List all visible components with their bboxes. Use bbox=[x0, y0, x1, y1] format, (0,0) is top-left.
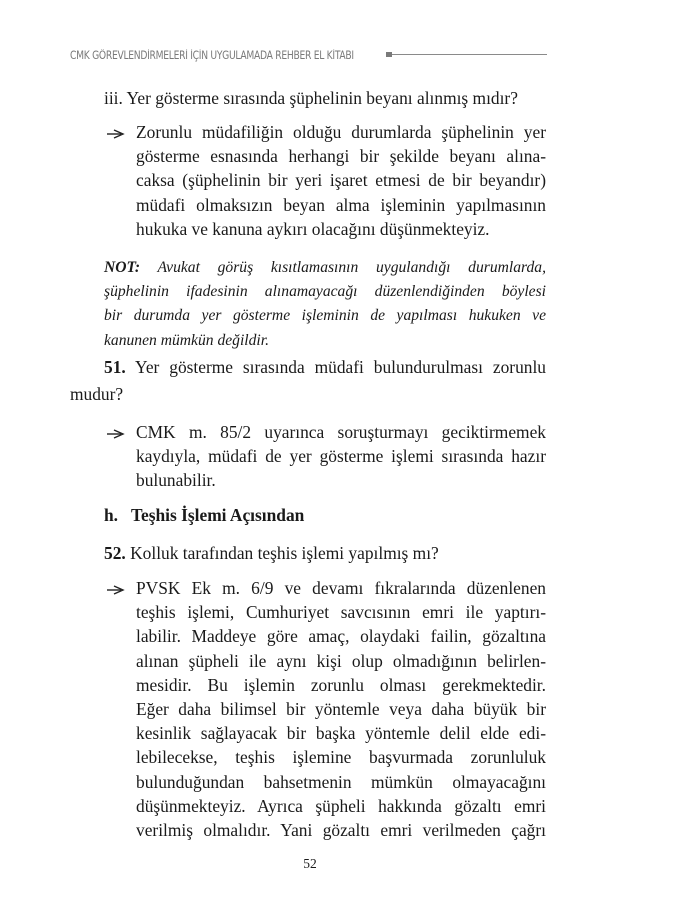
answer-52-line: kesinlik sağlayacak bir başka yöntemle delil elde edi- bbox=[136, 723, 546, 744]
answer-iii-paragraph bbox=[136, 120, 546, 241]
note-line: kanunen mümkün değildir. bbox=[104, 331, 270, 349]
question-52-text: Kolluk tarafından teşhis işlemi yapılmış mı? bbox=[130, 543, 439, 563]
arrow-bullet-icon bbox=[106, 128, 128, 140]
section-letter: h. bbox=[104, 505, 119, 525]
question-51-continuation: mudur? bbox=[70, 384, 124, 404]
answer-52-line: verilmiş olmalıdır. Yani gözaltı emri verilmeden çağrı bbox=[136, 819, 546, 840]
answer-iii-line: caksa (şüphelinin bir yeri işaret etmesi de bir beyandır) bbox=[136, 170, 546, 191]
answer-51-line: bulunabilir. bbox=[136, 470, 216, 491]
answer-52-line: mesidir. Bu işlemin zorunlu olması gerekmektedir. bbox=[136, 674, 546, 695]
header-rule bbox=[392, 54, 547, 55]
question-51-text: Yer gösterme sırasında müdafi bulundurulması zorunlu bbox=[135, 357, 546, 377]
note-line: bir durumda yer gösterme işleminin de yapılması hukuken ve bbox=[104, 307, 546, 325]
answer-51-line: kaydıyla, müdafi de yer gösterme işlemi sırasında hazır bbox=[136, 446, 546, 467]
page-number: 52 bbox=[303, 856, 317, 871]
answer-iii-line: gösterme esnasında herhangi bir şekilde beyanı alına- bbox=[136, 146, 546, 167]
answer-51-paragraph bbox=[136, 420, 546, 493]
note-line: Avukat görüş kısıtlamasının uygulandığı durumlarda, bbox=[157, 259, 546, 276]
running-header bbox=[70, 46, 547, 64]
answer-52-line: lebilecekse, teşhis işlemine başvurmada zorunluluk bbox=[136, 747, 546, 768]
answer-52-line: alınan şüpheli ile aynı kişi olup olmadığının belirlen- bbox=[136, 650, 546, 671]
answer-52-line: labilir. Maddeye göre amaç, olaydaki failin, gözaltına bbox=[136, 626, 546, 647]
note-block bbox=[104, 256, 546, 353]
answer-52-line: teşhis işlemi, Cumhuriyet savcısının emri ile yaptırı- bbox=[136, 602, 546, 623]
question-51 bbox=[104, 357, 546, 378]
answer-51-line: CMK m. 85/2 uyarınca soruşturmayı geciktirmemek bbox=[136, 422, 546, 442]
section-title: Teşhis İşlemi Açısından bbox=[131, 505, 305, 525]
answer-52-line: PVSK Ek m. 6/9 ve devamı fıkralarında düzenlenen bbox=[136, 578, 546, 598]
arrow-bullet-icon bbox=[106, 428, 128, 440]
note-label: NOT: bbox=[104, 259, 141, 276]
question-iii-label: iii. bbox=[104, 88, 123, 108]
note-line: şüphelinin ifadesinin alınamayacağı düzenlendiğinden böylesi bbox=[104, 283, 546, 301]
answer-52-paragraph bbox=[136, 576, 546, 842]
running-header-title: CMK GÖREVLENDİRMELERİ İÇİN UYGULAMADA REHBER EL KİTABI bbox=[70, 48, 354, 62]
answer-52-line: Eğer daha bilimsel bir yöntemle veya daha büyük bir bbox=[136, 698, 546, 719]
question-iii-text: Yer gösterme sırasında şüphelinin beyanı alınmış mıdır? bbox=[126, 88, 518, 108]
answer-iii-line: hukuka ve kanuna aykırı olacağını düşünmekteyiz. bbox=[136, 218, 490, 239]
section-heading-h bbox=[104, 505, 304, 526]
answer-52-line: bulunduğundan bahsetmenin mümkün olmayacağını bbox=[136, 771, 546, 792]
question-52 bbox=[104, 543, 439, 564]
answer-iii-line: Zorunlu müdafiliğin olduğu durumlarda şüphelinin yer bbox=[136, 122, 546, 142]
question-52-number: 52. bbox=[104, 543, 126, 563]
answer-iii-line: müdafi olmaksızın beyan alma işleminin yapılmasının bbox=[136, 194, 546, 215]
question-51-number: 51. bbox=[104, 357, 126, 377]
arrow-bullet-icon bbox=[106, 584, 128, 596]
question-iii bbox=[104, 88, 546, 109]
answer-52-line: düşünmekteyiz. Ayrıca şüpheli hakkında gözaltı emri bbox=[136, 795, 546, 816]
